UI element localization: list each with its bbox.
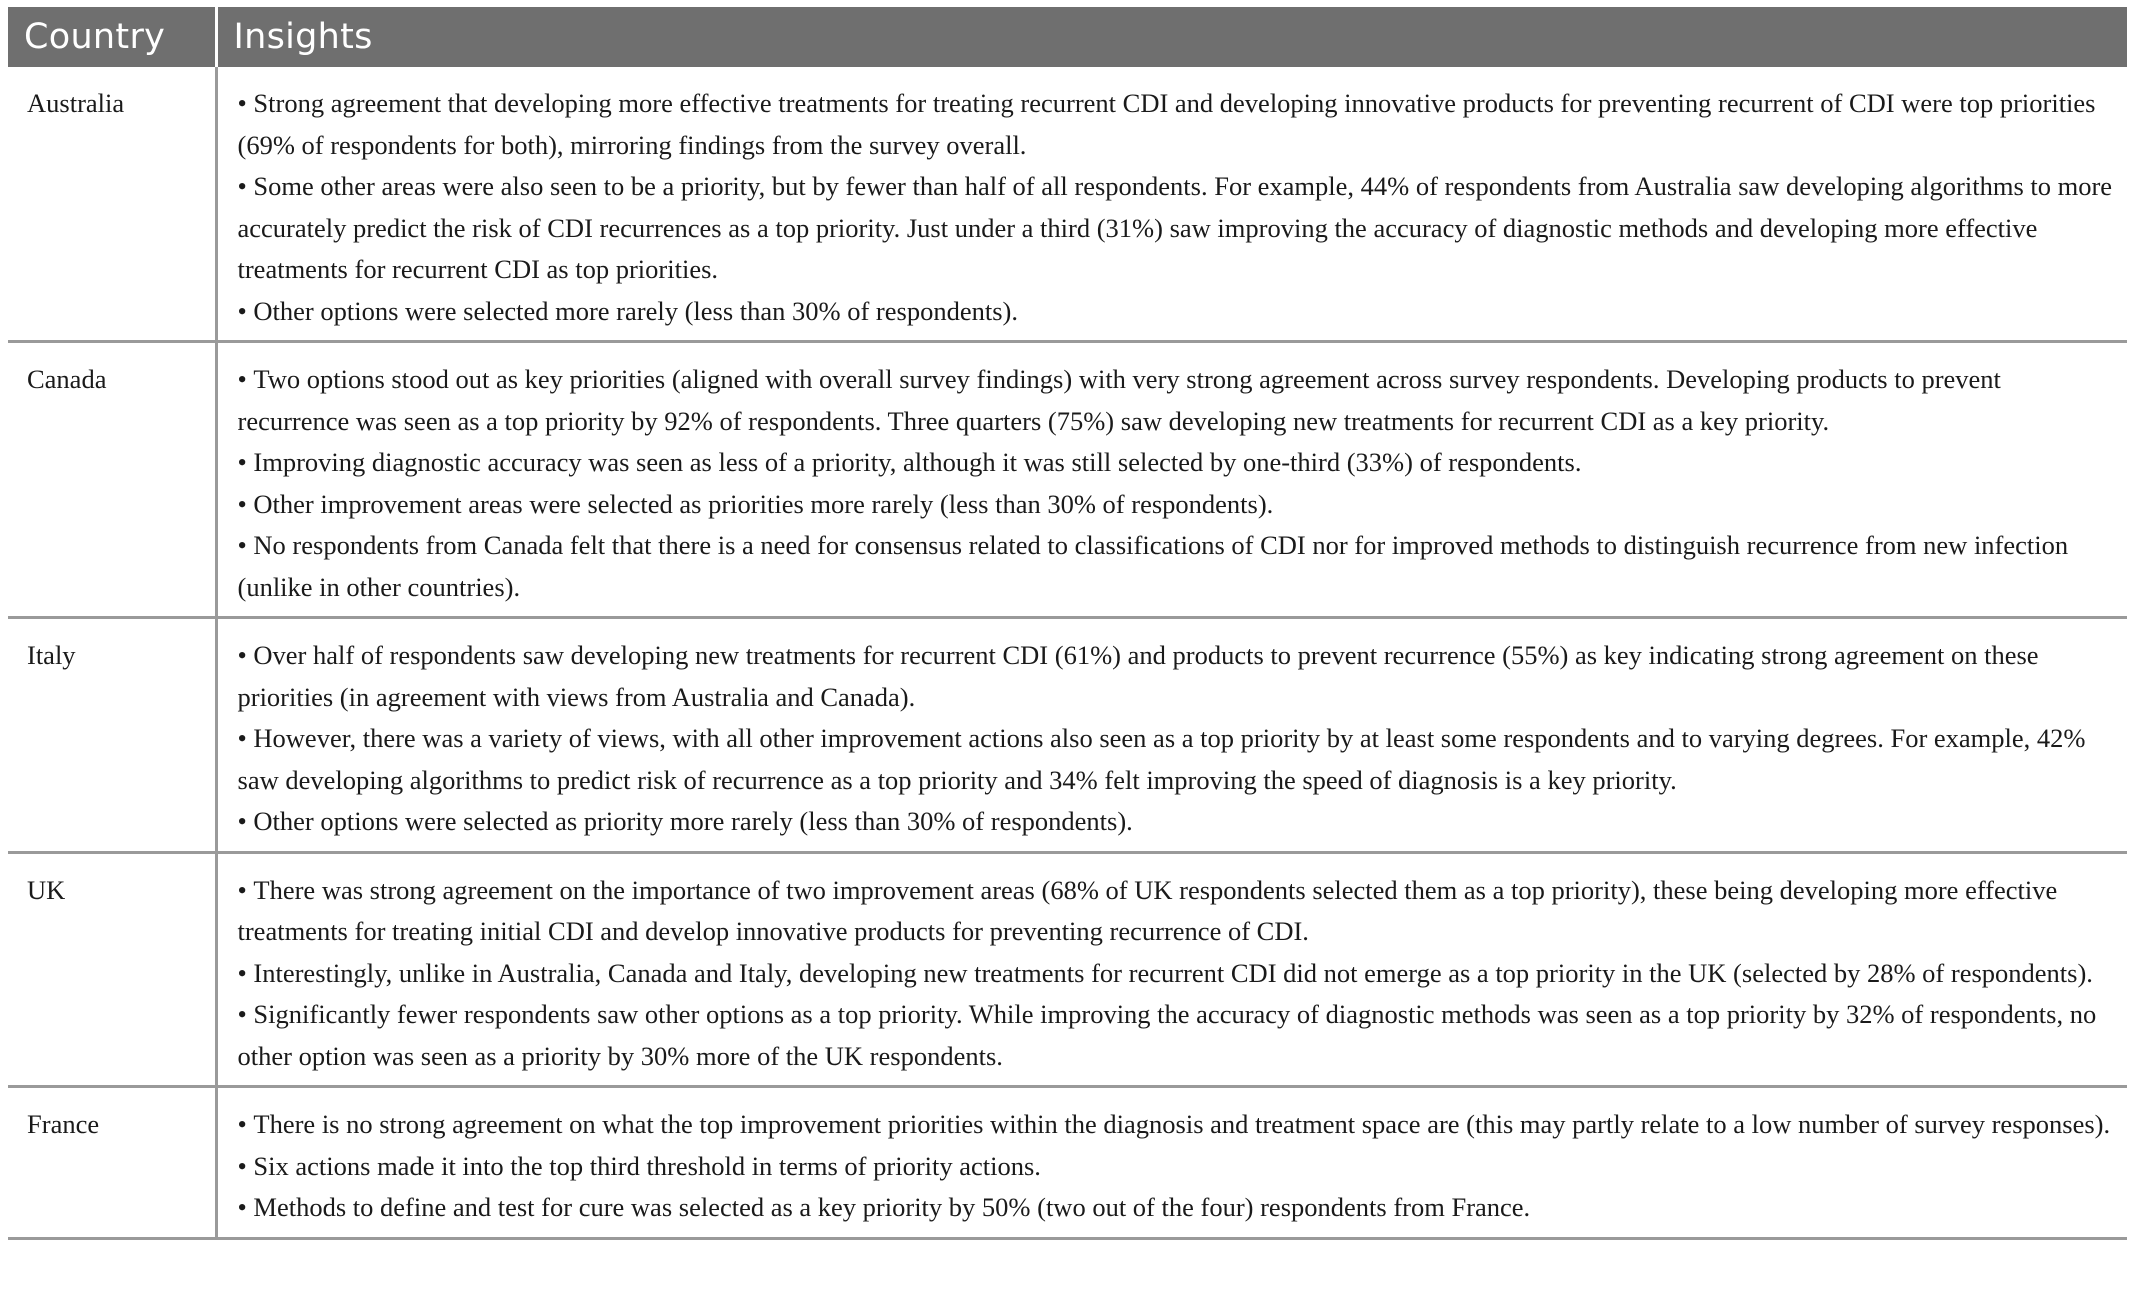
- insights-cell: [216, 852, 2127, 1087]
- table-row-canada: [8, 342, 2127, 618]
- insight-bullet: • Interestingly, unlike in Australia, Canada and Italy, developing new treatments for recurrent CDI did not emerge as a top priority in the UK (selected by 28% of respondents).: [238, 953, 2118, 995]
- country-insights-table: [8, 7, 2127, 1237]
- insights-table-container: [8, 7, 2127, 1240]
- column-header-insights: Insights: [216, 7, 2127, 67]
- insights-cell: [216, 342, 2127, 618]
- table-row-italy: [8, 618, 2127, 853]
- insight-bullet: • Other options were selected as priority more rarely (less than 30% of respondents).: [238, 801, 2118, 843]
- insight-bullet: • Other options were selected more rarely (less than 30% of respondents).: [238, 291, 2118, 333]
- header-row: [8, 7, 2127, 67]
- country-cell: UK: [8, 852, 216, 1087]
- insight-bullet: • Some other areas were also seen to be a priority, but by fewer than half of all respondents. For example, 44% of respondents from Australia saw developing algorithms to more accurately predict the risk of CDI recurrences as a top priority. Just under a third (31%) saw improving the accuracy of diagnostic methods and developing more effective treatments for recurrent CDI as top priorities.: [238, 166, 2118, 291]
- insights-cell: [216, 618, 2127, 853]
- insight-bullet: • However, there was a variety of views, with all other improvement actions also seen as a top priority by at least some respondents and to varying degrees. For example, 42% saw developing algorithms to predict risk of recurrence as a top priority and 34% felt improving the speed of diagnosis is a key priority.: [238, 718, 2118, 801]
- insight-bullet: • Six actions made it into the top third threshold in terms of priority actions.: [238, 1146, 2118, 1188]
- insights-cell: [216, 1087, 2127, 1237]
- insight-bullet: • Other improvement areas were selected as priorities more rarely (less than 30% of respondents).: [238, 484, 2118, 526]
- insights-cell: [216, 67, 2127, 342]
- insight-bullet: • Methods to define and test for cure was selected as a key priority by 50% (two out of the four) respondents from France.: [238, 1187, 2118, 1229]
- country-cell: Italy: [8, 618, 216, 853]
- country-cell: Australia: [8, 67, 216, 342]
- insight-bullet: • There was strong agreement on the importance of two improvement areas (68% of UK respondents selected them as a top priority), these being developing more effective treatments for treating initial CDI and develop innovative products for preventing recurrence of CDI.: [238, 870, 2118, 953]
- insight-bullet: • Two options stood out as key priorities (aligned with overall survey findings) with very strong agreement across survey respondents. Developing products to prevent recurrence was seen as a top priority by 92% of respondents. Three quarters (75%) saw developing new treatments for recurrent CDI as a key priority.: [238, 359, 2118, 442]
- insight-bullet: • Over half of respondents saw developing new treatments for recurrent CDI (61%) and products to prevent recurrence (55%) as key indicating strong agreement on these priorities (in agreement with views from Australia and Canada).: [238, 635, 2118, 718]
- insight-bullet: • No respondents from Canada felt that there is a need for consensus related to classifications of CDI nor for improved methods to distinguish recurrence from new infection (unlike in other countries).: [238, 525, 2118, 608]
- table-row-australia: [8, 67, 2127, 342]
- insight-bullet: • Significantly fewer respondents saw other options as a top priority. While improving the accuracy of diagnostic methods was seen as a top priority by 32% of respondents, no other option was seen as a priority by 30% more of the UK respondents.: [238, 994, 2118, 1077]
- country-cell: Canada: [8, 342, 216, 618]
- table-row-france: [8, 1087, 2127, 1237]
- column-header-country: Country: [8, 7, 216, 67]
- table-body: [8, 67, 2127, 1237]
- table-row-uk: [8, 852, 2127, 1087]
- insight-bullet: • Improving diagnostic accuracy was seen as less of a priority, although it was still selected by one-third (33%) of respondents.: [238, 442, 2118, 484]
- insight-bullet: • Strong agreement that developing more effective treatments for treating recurrent CDI and developing innovative products for preventing recurrent of CDI were top priorities (69% of respondents for both), mirroring findings from the survey overall.: [238, 83, 2118, 166]
- table-header: [8, 7, 2127, 67]
- country-cell: France: [8, 1087, 216, 1237]
- insight-bullet: • There is no strong agreement on what the top improvement priorities within the diagnosis and treatment space are (this may partly relate to a low number of survey responses).: [238, 1104, 2118, 1146]
